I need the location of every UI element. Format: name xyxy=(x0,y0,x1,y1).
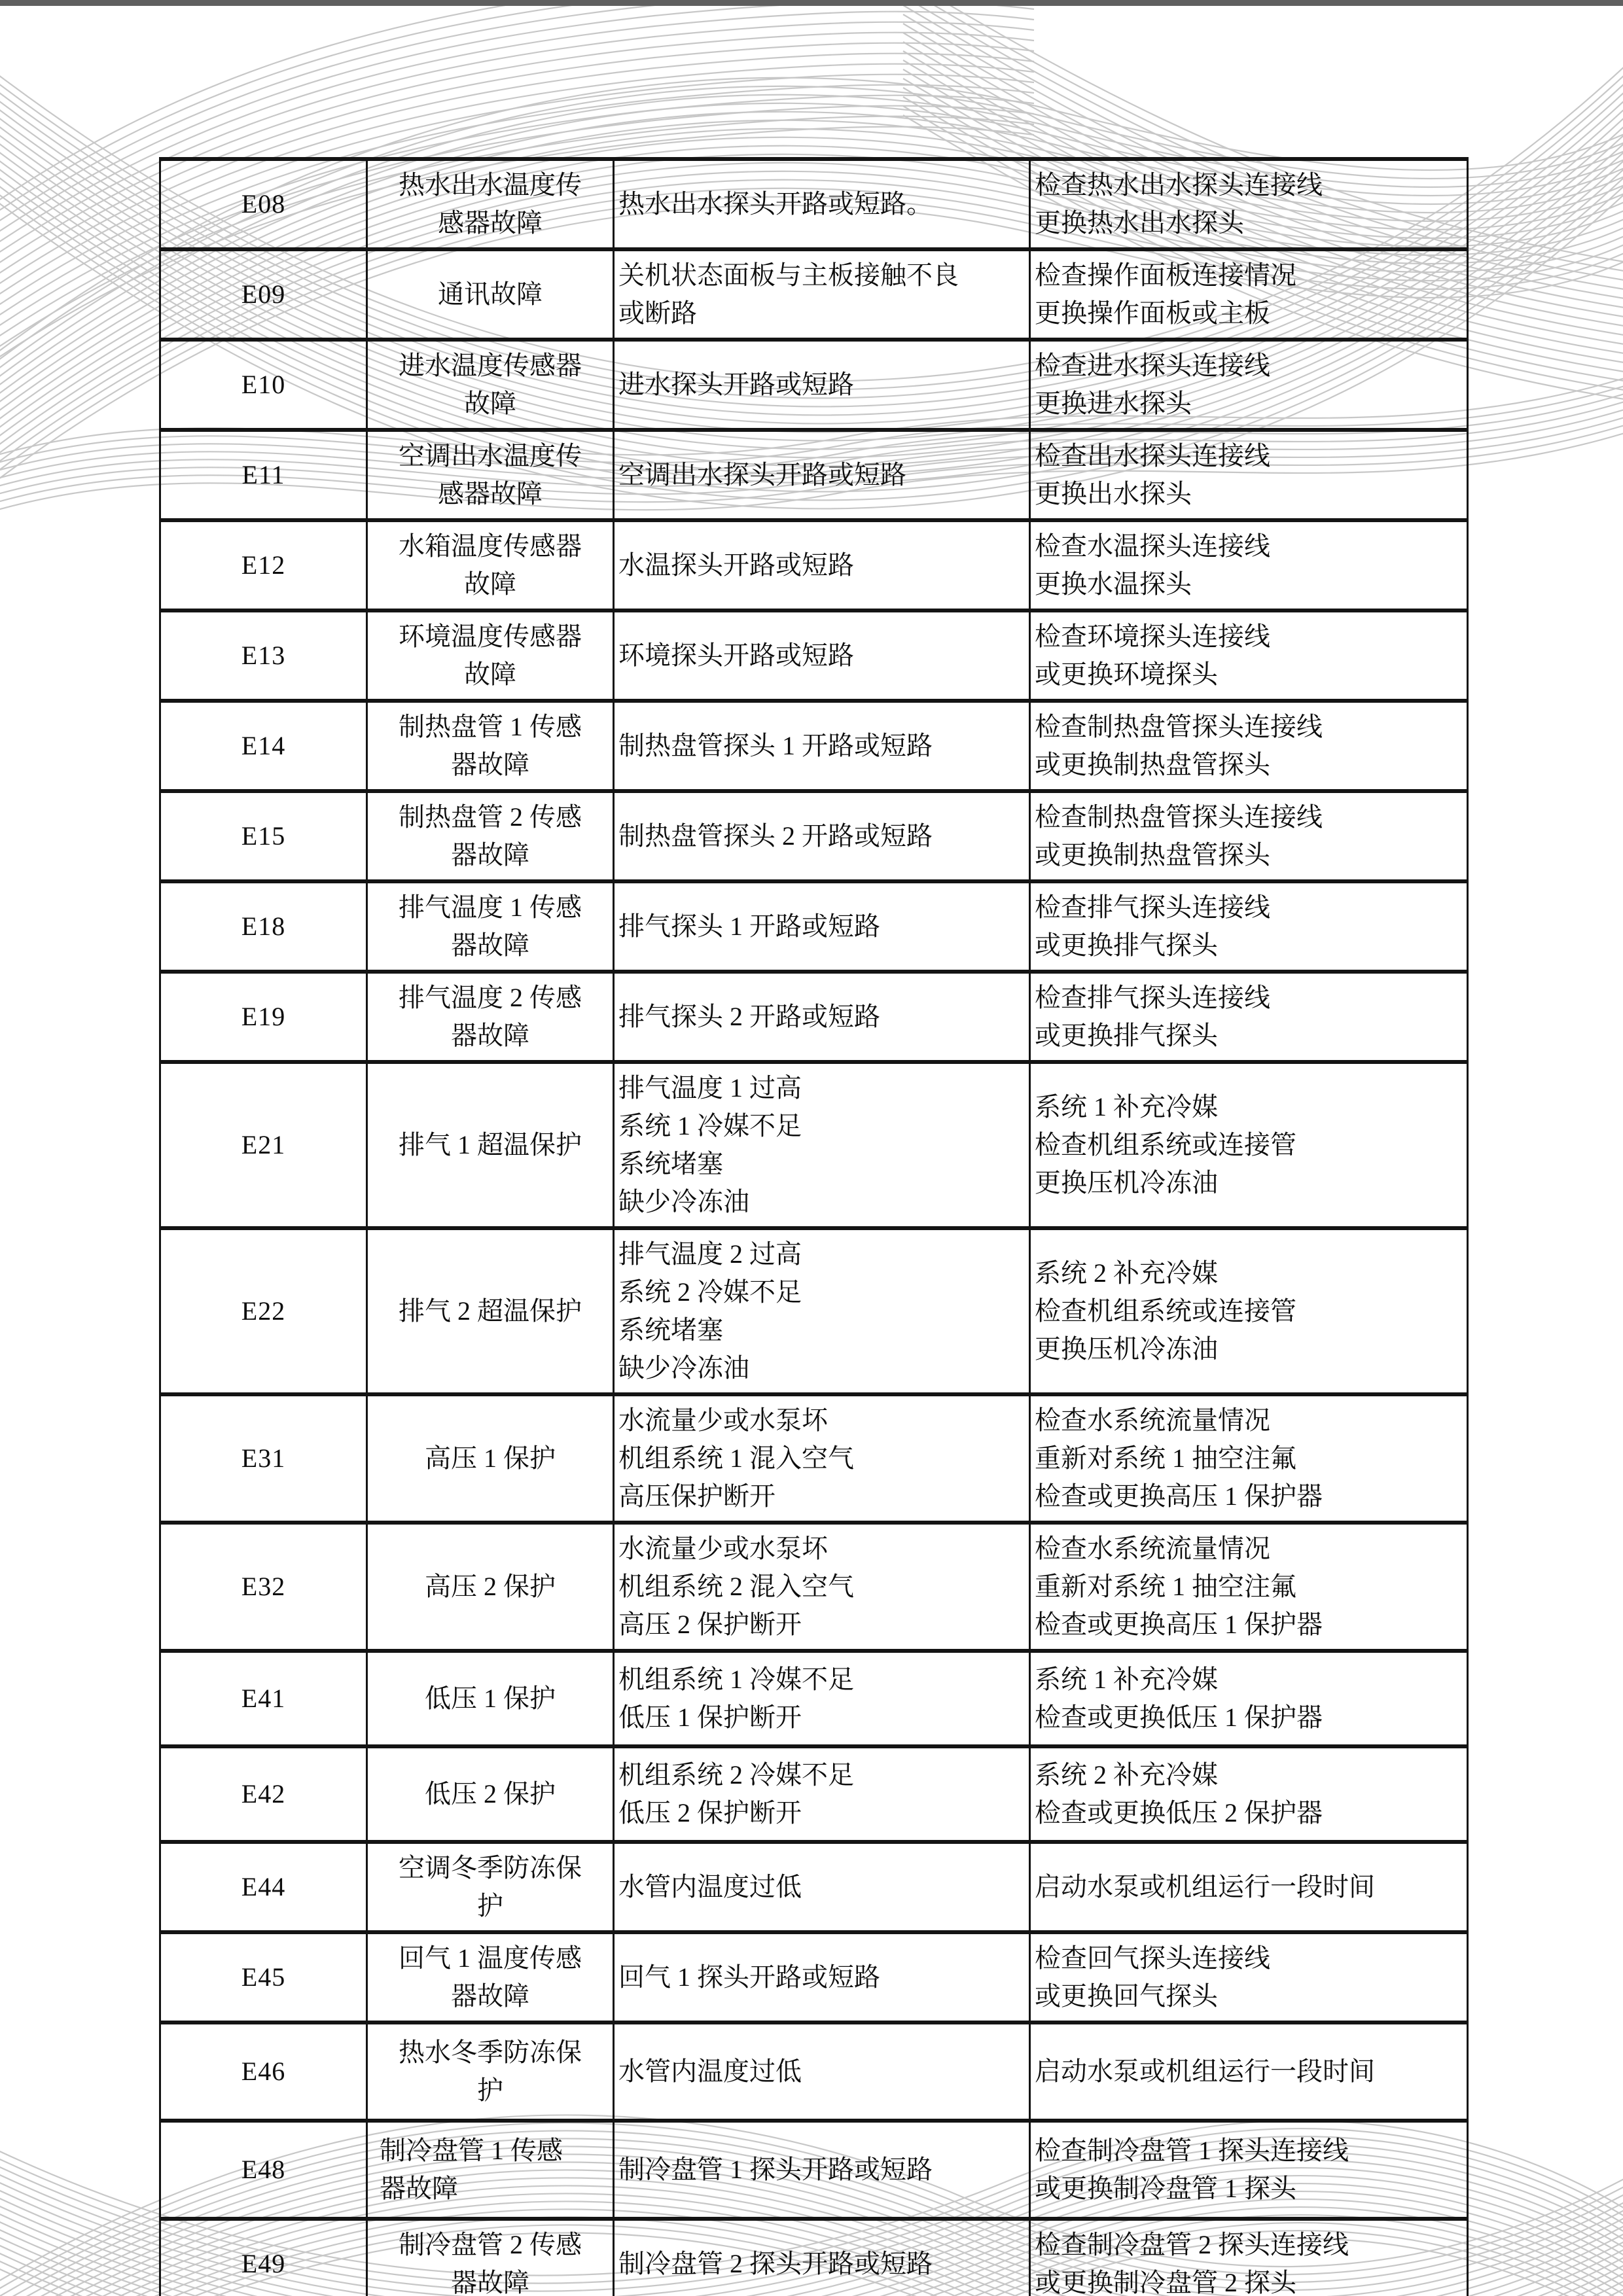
code-cell: E19 xyxy=(160,972,367,1062)
cell-text-line: 器故障 xyxy=(451,1021,529,1050)
cell-text-line: 高压 1 保护 xyxy=(425,1443,556,1473)
fault-code-table xyxy=(159,157,1469,2296)
solution-cell xyxy=(1030,610,1468,701)
solution-cell xyxy=(1030,159,1468,249)
cell-text-line: 系统 2 冷媒不足 xyxy=(618,1277,802,1307)
table-row xyxy=(160,520,1468,610)
solution-cell xyxy=(1030,2121,1468,2219)
cell-text-line: 低压 2 保护断开 xyxy=(618,1798,802,1828)
cell-text-line: 低压 1 保护断开 xyxy=(618,1703,802,1732)
code-cell: E10 xyxy=(160,340,367,430)
cell-text-line: 故障 xyxy=(464,660,516,689)
cell-text-line: 系统 1 补充冷媒 xyxy=(1035,1092,1218,1122)
table-row xyxy=(160,1842,1468,1932)
fault-cell xyxy=(367,1842,614,1932)
cell-text-line: 环境温度传感器 xyxy=(399,622,582,651)
cell-text-line: 更换操作面板或主板 xyxy=(1035,298,1270,328)
reason-cell xyxy=(614,340,1030,430)
reason-cell xyxy=(614,1746,1030,1842)
table-row xyxy=(160,1651,1468,1746)
cell-text-line: 检查或更换高压 1 保护器 xyxy=(1035,1481,1323,1511)
cell-text-line: 检查或更换高压 1 保护器 xyxy=(1035,1610,1323,1639)
reason-cell xyxy=(614,701,1030,791)
cell-text-line: 低压 1 保护 xyxy=(425,1684,556,1713)
cell-text-line: 机组系统 1 混入空气 xyxy=(618,1443,854,1473)
cell-text-line: 系统 1 冷媒不足 xyxy=(618,1111,802,1140)
cell-text-line: 系统 1 补充冷媒 xyxy=(1035,1665,1218,1694)
code-cell: E42 xyxy=(160,1746,367,1842)
cell-text-line: 检查制热盘管探头连接线 xyxy=(1035,802,1323,832)
cell-text-line: 重新对系统 1 抽空注氟 xyxy=(1035,1443,1296,1473)
cell-text-line: 或更换排气探头 xyxy=(1035,1021,1218,1050)
reason-cell xyxy=(614,430,1030,520)
fault-cell xyxy=(367,1523,614,1651)
cell-text-line: 热水出水温度传 xyxy=(399,170,582,200)
solution-cell xyxy=(1030,1651,1468,1746)
cell-text-line: 检查排气探头连接线 xyxy=(1035,892,1270,922)
cell-text-line: 制热盘管探头 2 开路或短路 xyxy=(618,821,933,851)
table-row xyxy=(160,1932,1468,2022)
cell-text-line: 排气温度 2 过高 xyxy=(618,1239,802,1269)
cell-text-line: 或更换制冷盘管 2 探头 xyxy=(1035,2268,1296,2296)
cell-text-line: 水箱温度传感器 xyxy=(399,531,582,561)
reason-cell xyxy=(614,249,1030,340)
cell-text-line: 排气探头 1 开路或短路 xyxy=(618,911,880,941)
fault-cell xyxy=(367,159,614,249)
cell-text-line: 故障 xyxy=(464,389,516,418)
cell-text-line: 高压 2 保护 xyxy=(425,1572,556,1601)
cell-text-line: 系统 2 补充冷媒 xyxy=(1035,1760,1218,1790)
cell-text-line: 或更换制热盘管探头 xyxy=(1035,840,1270,870)
fault-cell xyxy=(367,1932,614,2022)
cell-text-line: 器故障 xyxy=(451,840,529,870)
fault-cell xyxy=(367,972,614,1062)
fault-cell xyxy=(367,430,614,520)
fault-cell xyxy=(367,520,614,610)
cell-text-line: 水管内温度过低 xyxy=(618,2057,802,2086)
cell-text-line: 制热盘管 2 传感 xyxy=(399,802,582,832)
cell-text-line: 水管内温度过低 xyxy=(618,1872,802,1901)
cell-text-line: 排气温度 2 传感 xyxy=(399,983,582,1012)
cell-text-line: 水流量少或水泵坏 xyxy=(618,1405,828,1435)
code-cell: E14 xyxy=(160,701,367,791)
code-cell: E13 xyxy=(160,610,367,701)
reason-cell xyxy=(614,1394,1030,1523)
fault-cell xyxy=(367,791,614,881)
table-row xyxy=(160,1746,1468,1842)
cell-text-line: 器故障 xyxy=(451,2268,529,2296)
cell-text-line: 回气 1 温度传感 xyxy=(399,1943,582,1973)
cell-text-line: 更换进水探头 xyxy=(1035,389,1192,418)
fault-cell xyxy=(367,610,614,701)
code-cell: E45 xyxy=(160,1932,367,2022)
cell-text-line: 制冷盘管 2 传感 xyxy=(399,2230,582,2259)
solution-cell xyxy=(1030,2022,1468,2121)
cell-text-line: 检查操作面板连接情况 xyxy=(1035,260,1296,290)
table-row xyxy=(160,2219,1468,2296)
cell-text-line: 热水冬季防冻保 xyxy=(399,2038,582,2067)
cell-text-line: 检查热水出水探头连接线 xyxy=(1035,170,1323,200)
code-cell: E11 xyxy=(160,430,367,520)
reason-cell xyxy=(614,1651,1030,1746)
code-cell: E18 xyxy=(160,881,367,972)
fault-cell xyxy=(367,1651,614,1746)
fault-cell xyxy=(367,701,614,791)
cell-text-line: 更换压机冷冻油 xyxy=(1035,1334,1218,1364)
table-row xyxy=(160,701,1468,791)
cell-text-line: 关机状态面板与主板接触不良 xyxy=(618,260,959,290)
cell-text-line: 更换水温探头 xyxy=(1035,569,1192,599)
cell-text-line: 机组系统 2 冷媒不足 xyxy=(618,1760,854,1790)
cell-text-line: 空调冬季防冻保 xyxy=(399,1853,582,1882)
solution-cell xyxy=(1030,2219,1468,2296)
fault-cell xyxy=(367,2219,614,2296)
table-row xyxy=(160,1062,1468,1228)
cell-text-line: 空调出水温度传 xyxy=(399,441,582,470)
cell-text-line: 检查出水探头连接线 xyxy=(1035,441,1270,470)
code-cell: E12 xyxy=(160,520,367,610)
code-cell: E09 xyxy=(160,249,367,340)
solution-cell xyxy=(1030,249,1468,340)
reason-cell xyxy=(614,972,1030,1062)
solution-cell xyxy=(1030,1932,1468,2022)
cell-text-line: 缺少冷冻油 xyxy=(618,1353,749,1383)
code-cell: E22 xyxy=(160,1228,367,1394)
table-row xyxy=(160,159,1468,249)
cell-text-line: 或更换制冷盘管 1 探头 xyxy=(1035,2174,1296,2203)
cell-text-line: 检查环境探头连接线 xyxy=(1035,622,1270,651)
cell-text-line: 重新对系统 1 抽空注氟 xyxy=(1035,1572,1296,1601)
cell-text-line: 制冷盘管 1 传感 xyxy=(380,2136,563,2165)
cell-text-line: 护 xyxy=(477,1891,503,1920)
reason-cell xyxy=(614,2121,1030,2219)
cell-text-line: 启动水泵或机组运行一段时间 xyxy=(1035,1872,1375,1901)
cell-text-line: 排气温度 1 过高 xyxy=(618,1073,802,1103)
cell-text-line: 更换热水出水探头 xyxy=(1035,208,1244,238)
solution-cell xyxy=(1030,520,1468,610)
code-cell: E41 xyxy=(160,1651,367,1746)
fault-cell xyxy=(367,881,614,972)
cell-text-line: 检查或更换低压 1 保护器 xyxy=(1035,1703,1323,1732)
cell-text-line: 环境探头开路或短路 xyxy=(618,641,854,670)
solution-cell xyxy=(1030,791,1468,881)
table-row xyxy=(160,430,1468,520)
cell-text-line: 排气 1 超温保护 xyxy=(399,1130,582,1159)
solution-cell xyxy=(1030,701,1468,791)
code-cell: E31 xyxy=(160,1394,367,1523)
cell-text-line: 检查水系统流量情况 xyxy=(1035,1405,1270,1435)
cell-text-line: 器故障 xyxy=(451,1981,529,2011)
cell-text-line: 检查制热盘管探头连接线 xyxy=(1035,712,1323,741)
cell-text-line: 制热盘管探头 1 开路或短路 xyxy=(618,731,933,760)
table-row xyxy=(160,972,1468,1062)
code-cell: E21 xyxy=(160,1062,367,1228)
cell-text-line: 机组系统 1 冷媒不足 xyxy=(618,1665,854,1694)
solution-cell xyxy=(1030,1746,1468,1842)
solution-cell xyxy=(1030,1228,1468,1394)
cell-text-line: 高压 2 保护断开 xyxy=(618,1610,802,1639)
cell-text-line: 进水温度传感器 xyxy=(399,351,582,380)
cell-text-line: 检查机组系统或连接管 xyxy=(1035,1296,1296,1326)
reason-cell xyxy=(614,2219,1030,2296)
reason-cell xyxy=(614,1523,1030,1651)
cell-text-line: 排气温度 1 传感 xyxy=(399,892,582,922)
code-cell: E08 xyxy=(160,159,367,249)
top-edge-bar xyxy=(0,0,1623,6)
code-cell: E48 xyxy=(160,2121,367,2219)
cell-text-line: 系统堵塞 xyxy=(618,1149,723,1178)
cell-text-line: 回气 1 探头开路或短路 xyxy=(618,1962,880,1992)
reason-cell xyxy=(614,159,1030,249)
cell-text-line: 空调出水探头开路或短路 xyxy=(618,460,906,489)
cell-text-line: 机组系统 2 混入空气 xyxy=(618,1572,854,1601)
solution-cell xyxy=(1030,340,1468,430)
code-cell: E32 xyxy=(160,1523,367,1651)
reason-cell xyxy=(614,610,1030,701)
solution-cell xyxy=(1030,430,1468,520)
cell-text-line: 启动水泵或机组运行一段时间 xyxy=(1035,2057,1375,2086)
cell-text-line: 通讯故障 xyxy=(438,279,543,309)
cell-text-line: 系统 2 补充冷媒 xyxy=(1035,1258,1218,1288)
code-cell: E15 xyxy=(160,791,367,881)
cell-text-line: 或更换排气探头 xyxy=(1035,930,1218,960)
table-row xyxy=(160,881,1468,972)
cell-text-line: 检查排气探头连接线 xyxy=(1035,983,1270,1012)
fault-cell xyxy=(367,2121,614,2219)
fault-cell xyxy=(367,1062,614,1228)
cell-text-line: 检查机组系统或连接管 xyxy=(1035,1130,1296,1159)
cell-text-line: 系统堵塞 xyxy=(618,1315,723,1345)
cell-text-line: 水流量少或水泵坏 xyxy=(618,1534,828,1563)
table-row xyxy=(160,2121,1468,2219)
reason-cell xyxy=(614,2022,1030,2121)
solution-cell xyxy=(1030,1523,1468,1651)
cell-text-line: 排气探头 2 开路或短路 xyxy=(618,1002,880,1031)
cell-text-line: 更换压机冷冻油 xyxy=(1035,1168,1218,1197)
cell-text-line: 制冷盘管 2 探头开路或短路 xyxy=(618,2249,933,2278)
cell-text-line: 制冷盘管 1 探头开路或短路 xyxy=(618,2155,933,2184)
reason-cell xyxy=(614,520,1030,610)
reason-cell xyxy=(614,1062,1030,1228)
code-cell: E46 xyxy=(160,2022,367,2121)
table-row xyxy=(160,1394,1468,1523)
cell-text-line: 热水出水探头开路或短路。 xyxy=(618,189,933,219)
cell-text-line: 检查水温探头连接线 xyxy=(1035,531,1270,561)
cell-text-line: 高压保护断开 xyxy=(618,1481,776,1511)
cell-text-line: 检查制冷盘管 1 探头连接线 xyxy=(1035,2136,1349,2165)
cell-text-line: 检查水系统流量情况 xyxy=(1035,1534,1270,1563)
cell-text-line: 检查制冷盘管 2 探头连接线 xyxy=(1035,2230,1349,2259)
reason-cell xyxy=(614,1228,1030,1394)
fault-cell xyxy=(367,340,614,430)
table-row xyxy=(160,610,1468,701)
table-row xyxy=(160,2022,1468,2121)
fault-cell xyxy=(367,1746,614,1842)
reason-cell xyxy=(614,881,1030,972)
code-cell: E49 xyxy=(160,2219,367,2296)
solution-cell xyxy=(1030,881,1468,972)
fault-cell xyxy=(367,1394,614,1523)
solution-cell xyxy=(1030,1394,1468,1523)
cell-text-line: 进水探头开路或短路 xyxy=(618,370,854,399)
cell-text-line: 或更换制热盘管探头 xyxy=(1035,750,1270,779)
fault-cell xyxy=(367,2022,614,2121)
reason-cell xyxy=(614,791,1030,881)
reason-cell xyxy=(614,1842,1030,1932)
solution-cell xyxy=(1030,1062,1468,1228)
cell-text-line: 检查回气探头连接线 xyxy=(1035,1943,1270,1973)
table-row xyxy=(160,791,1468,881)
table-row xyxy=(160,1523,1468,1651)
fault-table-body xyxy=(160,159,1468,2296)
cell-text-line: 检查或更换低压 2 保护器 xyxy=(1035,1798,1323,1828)
cell-text-line: 缺少冷冻油 xyxy=(618,1187,749,1216)
cell-text-line: 或更换回气探头 xyxy=(1035,1981,1218,2011)
fault-cell xyxy=(367,1228,614,1394)
fault-cell xyxy=(367,249,614,340)
cell-text-line: 器故障 xyxy=(380,2174,458,2203)
cell-text-line: 护 xyxy=(477,2075,503,2105)
cell-text-line: 感器故障 xyxy=(438,479,543,508)
cell-text-line: 更换出水探头 xyxy=(1035,479,1192,508)
code-cell: E44 xyxy=(160,1842,367,1932)
cell-text-line: 感器故障 xyxy=(438,208,543,238)
reason-cell xyxy=(614,1932,1030,2022)
cell-text-line: 器故障 xyxy=(451,750,529,779)
cell-text-line: 水温探头开路或短路 xyxy=(618,550,854,580)
solution-cell xyxy=(1030,1842,1468,1932)
cell-text-line: 制热盘管 1 传感 xyxy=(399,712,582,741)
solution-cell xyxy=(1030,972,1468,1062)
cell-text-line: 排气 2 超温保护 xyxy=(399,1296,582,1326)
cell-text-line: 或断路 xyxy=(618,298,697,328)
table-row xyxy=(160,1228,1468,1394)
cell-text-line: 或更换环境探头 xyxy=(1035,660,1218,689)
cell-text-line: 检查进水探头连接线 xyxy=(1035,351,1270,380)
cell-text-line: 低压 2 保护 xyxy=(425,1779,556,1809)
cell-text-line: 器故障 xyxy=(451,930,529,960)
cell-text-line: 故障 xyxy=(464,569,516,599)
table-row xyxy=(160,249,1468,340)
table-row xyxy=(160,340,1468,430)
